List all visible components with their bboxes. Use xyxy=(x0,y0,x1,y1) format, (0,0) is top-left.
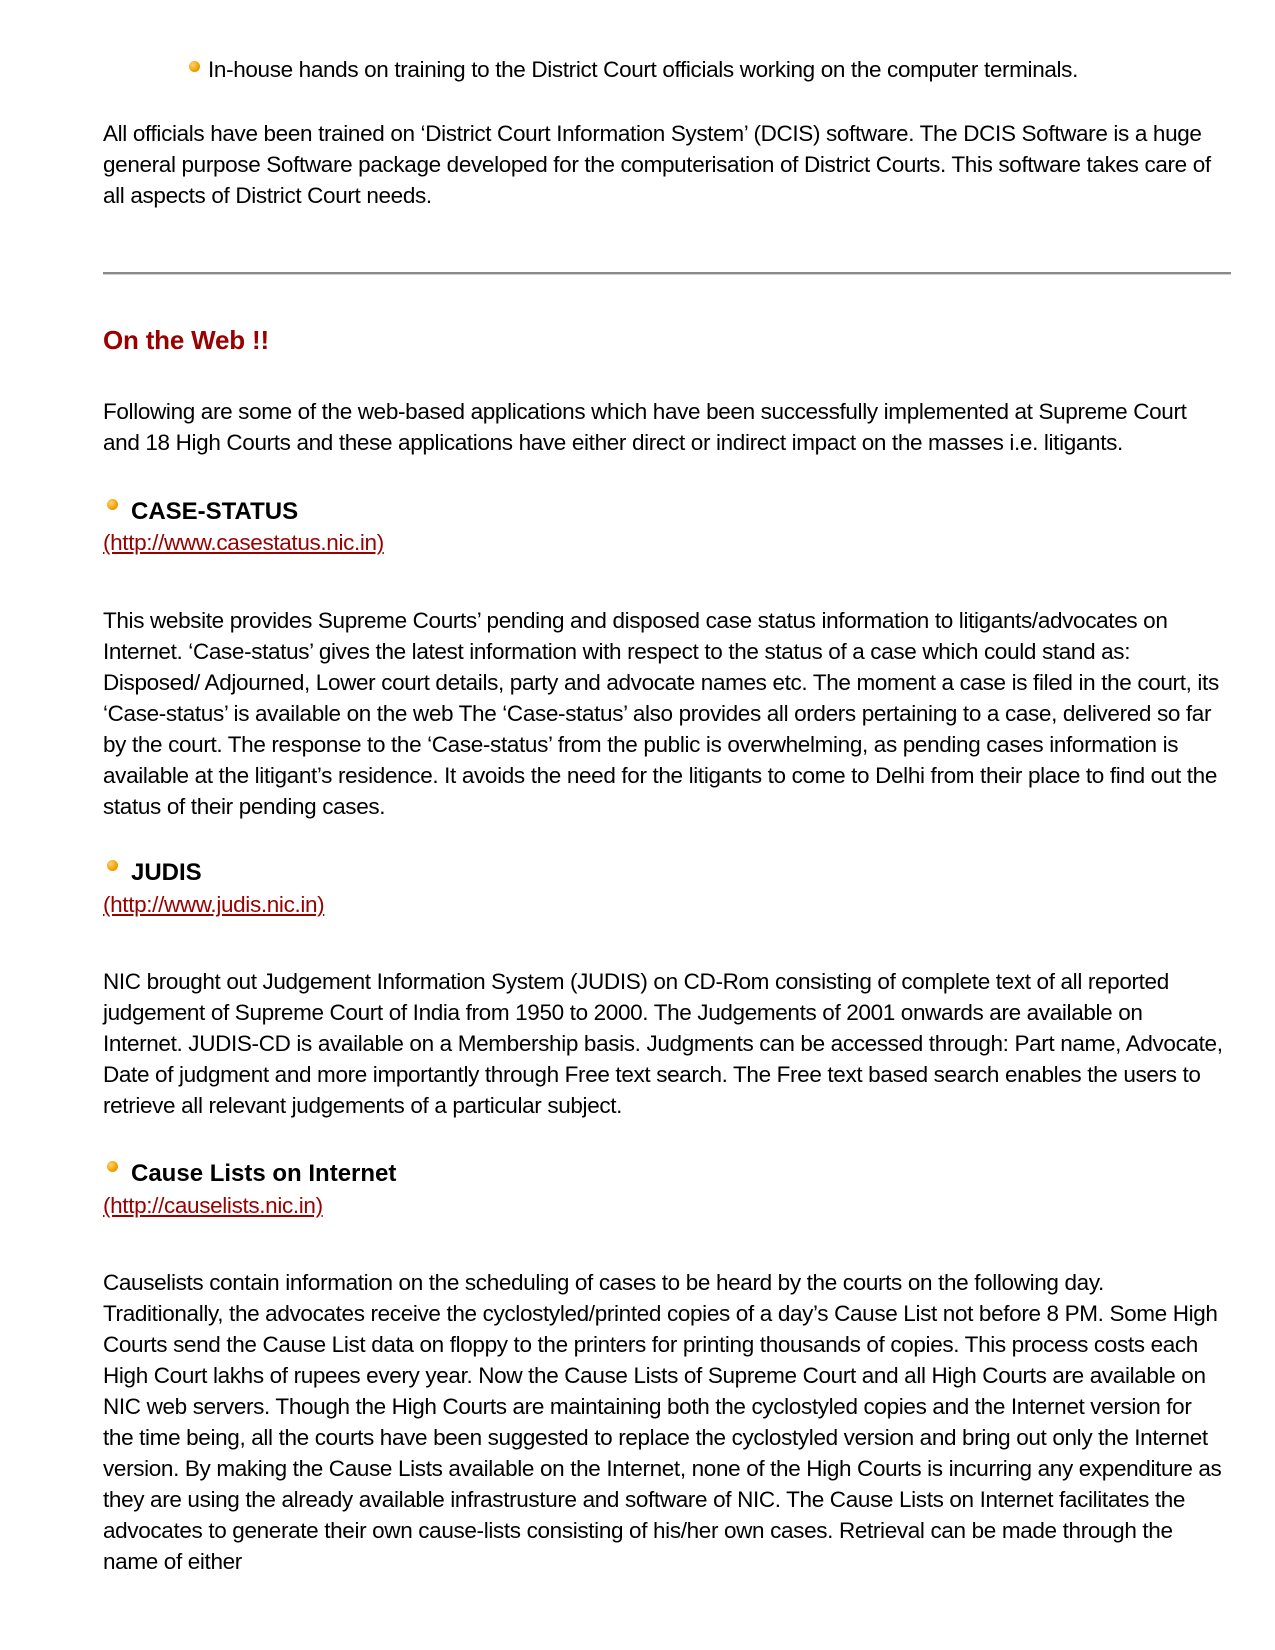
judis-link[interactable]: (http://www.judis.nic.in) xyxy=(103,892,325,917)
cause-lists-heading xyxy=(107,1159,396,1189)
training-bullet-text: In-house hands on training to the District Court officials working on the computer terminals. xyxy=(208,57,1078,82)
orange-bullet-icon xyxy=(107,1161,118,1172)
judis-heading-label: JUDIS xyxy=(131,859,202,886)
section-intro-paragraph: Following are some of the web-based applications which have been successfully implemented at Supreme Court and 18 High Courts and these applications have either direct or indirect impact on the masses i.e. litigants. xyxy=(103,399,1187,455)
orange-bullet-icon xyxy=(107,499,118,510)
judis-description: NIC brought out Judgement Information System (JUDIS) on CD-Rom consisting of complete text of all reported judgement of Supreme Court of India from 1950 to 2000. The Judgements of 2001 onwards are available on Internet. JUDIS-CD is available on a Membership basis. Judgments can be accessed through: Part name, Advocate, Date of judgment and more importantly through Free text search. The Free text based search enables the users to retrieve all relevant judgements of a particular subject. xyxy=(103,969,1223,1118)
cause-lists-heading-label: Cause Lists on Internet xyxy=(131,1160,397,1187)
orange-bullet-icon xyxy=(107,860,118,871)
orange-bullet-icon xyxy=(189,61,200,72)
training-bullet-item xyxy=(189,54,1078,85)
dcis-paragraph: All officials have been trained on ‘District Court Information System’ (DCIS) software. The DCIS Software is a huge general purpose Software package developed for the computerisation of District Courts. This software takes care of all aspects of District Court needs. xyxy=(103,121,1211,208)
judis-heading xyxy=(107,858,202,888)
cause-lists-description: Causelists contain information on the scheduling of cases to be heard by the courts on the following day. Traditionally, the advocates receive the cyclostyled/printed copies of a day’s Cause List not before 8 PM. Some High Courts send the Cause List data on floppy to the printers for printing thousands of copies. This process costs each High Court lakhs of rupees every year. Now the Cause Lists of Supreme Court and all High Courts are available on NIC web servers. Though the High Courts are maintaining both the cyclostyled copies and the Internet version for the time being, all the courts have been suggested to replace the cyclostyled version and bring out only the Internet version. By making the Cause Lists available on the Internet, none of the High Courts is incurring any expenditure as they are using the already available infrastrusture and software of NIC. The Cause Lists on Internet facilitates the advocates to generate their own cause-lists consisting of his/her own cases. Retrieval can be made through the name of either xyxy=(103,1270,1222,1574)
cause-lists-link[interactable]: (http://causelists.nic.in) xyxy=(103,1193,323,1218)
case-status-heading-label: CASE-STATUS xyxy=(131,498,299,525)
case-status-description: This website provides Supreme Courts’ pending and disposed case status information to litigants/advocates on Internet. ‘Case-status’ gives the latest information with respect to the status of a case which could stand as: Disposed/ Adjourned, Lower court details, party and advocate names etc. The moment a case is filed in the court, its ‘Case-status’ is available on the web The ‘Case-status’ also provides all orders pertaining to a case, delivered so far by the court. The response to the ‘Case-status’ from the public is overwhelming, as pending cases information is available at the litigant’s residence. It avoids the need for the litigants to come to Delhi from their place to find out the status of their pending cases. xyxy=(103,608,1219,819)
section-title: On the Web !! xyxy=(103,325,269,355)
case-status-link[interactable]: (http://www.casestatus.nic.in) xyxy=(103,530,384,555)
horizontal-rule xyxy=(103,272,1231,275)
case-status-heading xyxy=(107,497,298,527)
